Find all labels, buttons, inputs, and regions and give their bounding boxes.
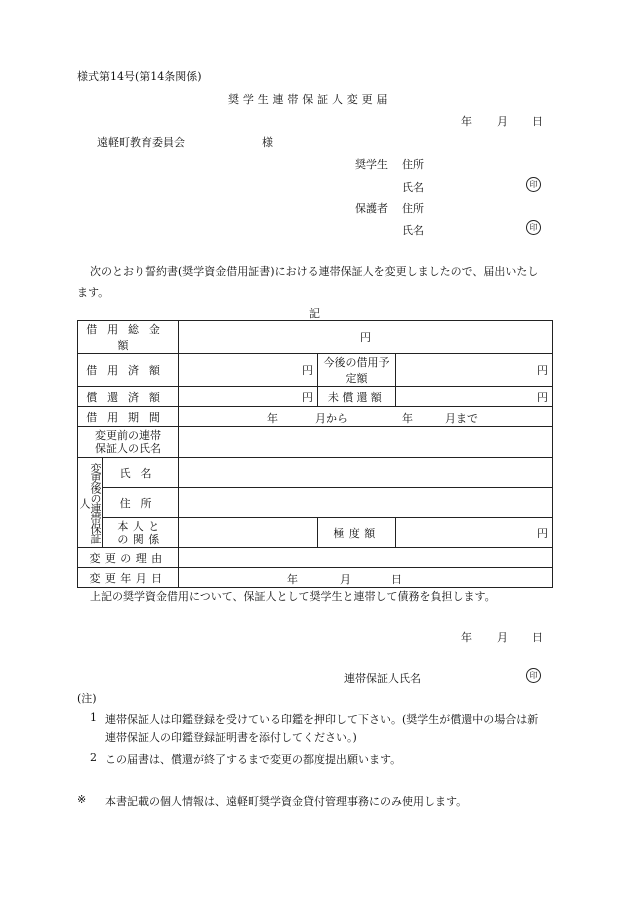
period-field[interactable]: 年 月から 年 月まで [179, 407, 553, 427]
unpaid-label: 未償還額 [318, 387, 396, 407]
note-1-line2: 連帯保証人の印鑑登録証明書を添付してください。) [105, 731, 357, 744]
table-row [78, 548, 553, 568]
total-loan-field[interactable] [179, 321, 553, 354]
table-row [78, 488, 553, 518]
ki-label: 記 [309, 307, 320, 320]
table-row [78, 427, 553, 458]
note-1-number: 1 [90, 711, 97, 724]
note-1-line1: 連帯保証人は印鑑登録を受けている印鑑を押印して下さい。(奨学生が償還中の場合は新 [105, 713, 539, 726]
table-row [78, 387, 553, 407]
new-name-field[interactable] [179, 458, 553, 488]
planned-label: 今後の借用予定額 [318, 354, 396, 387]
loan-info-table [77, 320, 553, 588]
guardian-seal-mark: 印 [526, 220, 541, 235]
notes-heading: (注) [77, 692, 97, 705]
new-name-label: 氏名 [103, 458, 179, 488]
planned-field[interactable]: 円 [396, 354, 553, 387]
table-row [78, 518, 553, 548]
student-seal-mark: 印 [526, 177, 541, 192]
page-title: 奨学生連帯保証人変更届 [228, 93, 392, 106]
privacy-mark: ※ [77, 793, 87, 806]
guarantor-sign-label: 連帯保証人氏名 [344, 672, 421, 685]
reason-field[interactable] [179, 548, 553, 568]
guardian-address-label: 住所 [402, 202, 424, 215]
limit-field[interactable]: 円 [396, 518, 553, 548]
intro-text-line2: ます。 [77, 286, 110, 299]
table-row [78, 407, 553, 427]
change-date-label: 変更年月日 [78, 568, 179, 588]
limit-label: 極度額 [318, 518, 396, 548]
form-number-label: 様式第14号(第14条関係) [77, 70, 202, 83]
relation-field[interactable] [179, 518, 318, 548]
new-guarantor-label: 変更後の連帯保証人 [78, 458, 103, 548]
student-label: 奨学生 [355, 158, 388, 171]
guarantor-seal-mark: 印 [526, 668, 541, 683]
borrowed-label: 借用済額 [78, 354, 179, 387]
addressee-suffix: 様 [262, 136, 273, 149]
table-row [78, 458, 553, 488]
note-2-text: この届書は、償還が終了するまで変更の都度提出願います。 [105, 753, 402, 766]
intro-text-line1: 次のとおり誓約書(奨学資金借用証書)における連帯保証人を変更しましたので、届出いたし [90, 265, 539, 278]
note-2-number: 2 [90, 751, 97, 764]
repaid-label: 償還済額 [78, 387, 179, 407]
table-row [78, 568, 553, 588]
change-date-field[interactable]: 年 月 日 [179, 568, 553, 588]
student-name-label: 氏名 [402, 181, 424, 194]
guardian-label: 保護者 [355, 202, 388, 215]
student-address-label: 住所 [402, 158, 424, 171]
privacy-notice: 本書記載の個人情報は、遠軽町奨学資金貸付管理事務にのみ使用します。 [105, 795, 468, 808]
borrowed-field[interactable]: 円 [179, 354, 318, 387]
repaid-field[interactable]: 円 [179, 387, 318, 407]
new-address-label: 住所 [103, 488, 179, 518]
relation-label: 本人と の関係 [103, 518, 179, 548]
new-address-field[interactable] [179, 488, 553, 518]
table-row [78, 354, 553, 387]
period-label: 借用期間 [78, 407, 179, 427]
table-row [78, 321, 553, 354]
unpaid-field[interactable]: 円 [396, 387, 553, 407]
total-loan-yen: 円 [360, 331, 372, 344]
addressee: 遠軽町教育委員会 [97, 136, 185, 149]
guardian-name-label: 氏名 [402, 224, 424, 237]
prev-guarantor-field[interactable] [179, 427, 553, 458]
guarantee-statement: 上記の奨学資金借用について、保証人として奨学生と連帯して債務を負担します。 [90, 590, 496, 603]
total-loan-label: 借用総金額 [78, 321, 179, 354]
prev-guarantor-label: 変更前の連帯 保証人の氏名 [78, 427, 179, 458]
reason-label: 変更の理由 [78, 548, 179, 568]
